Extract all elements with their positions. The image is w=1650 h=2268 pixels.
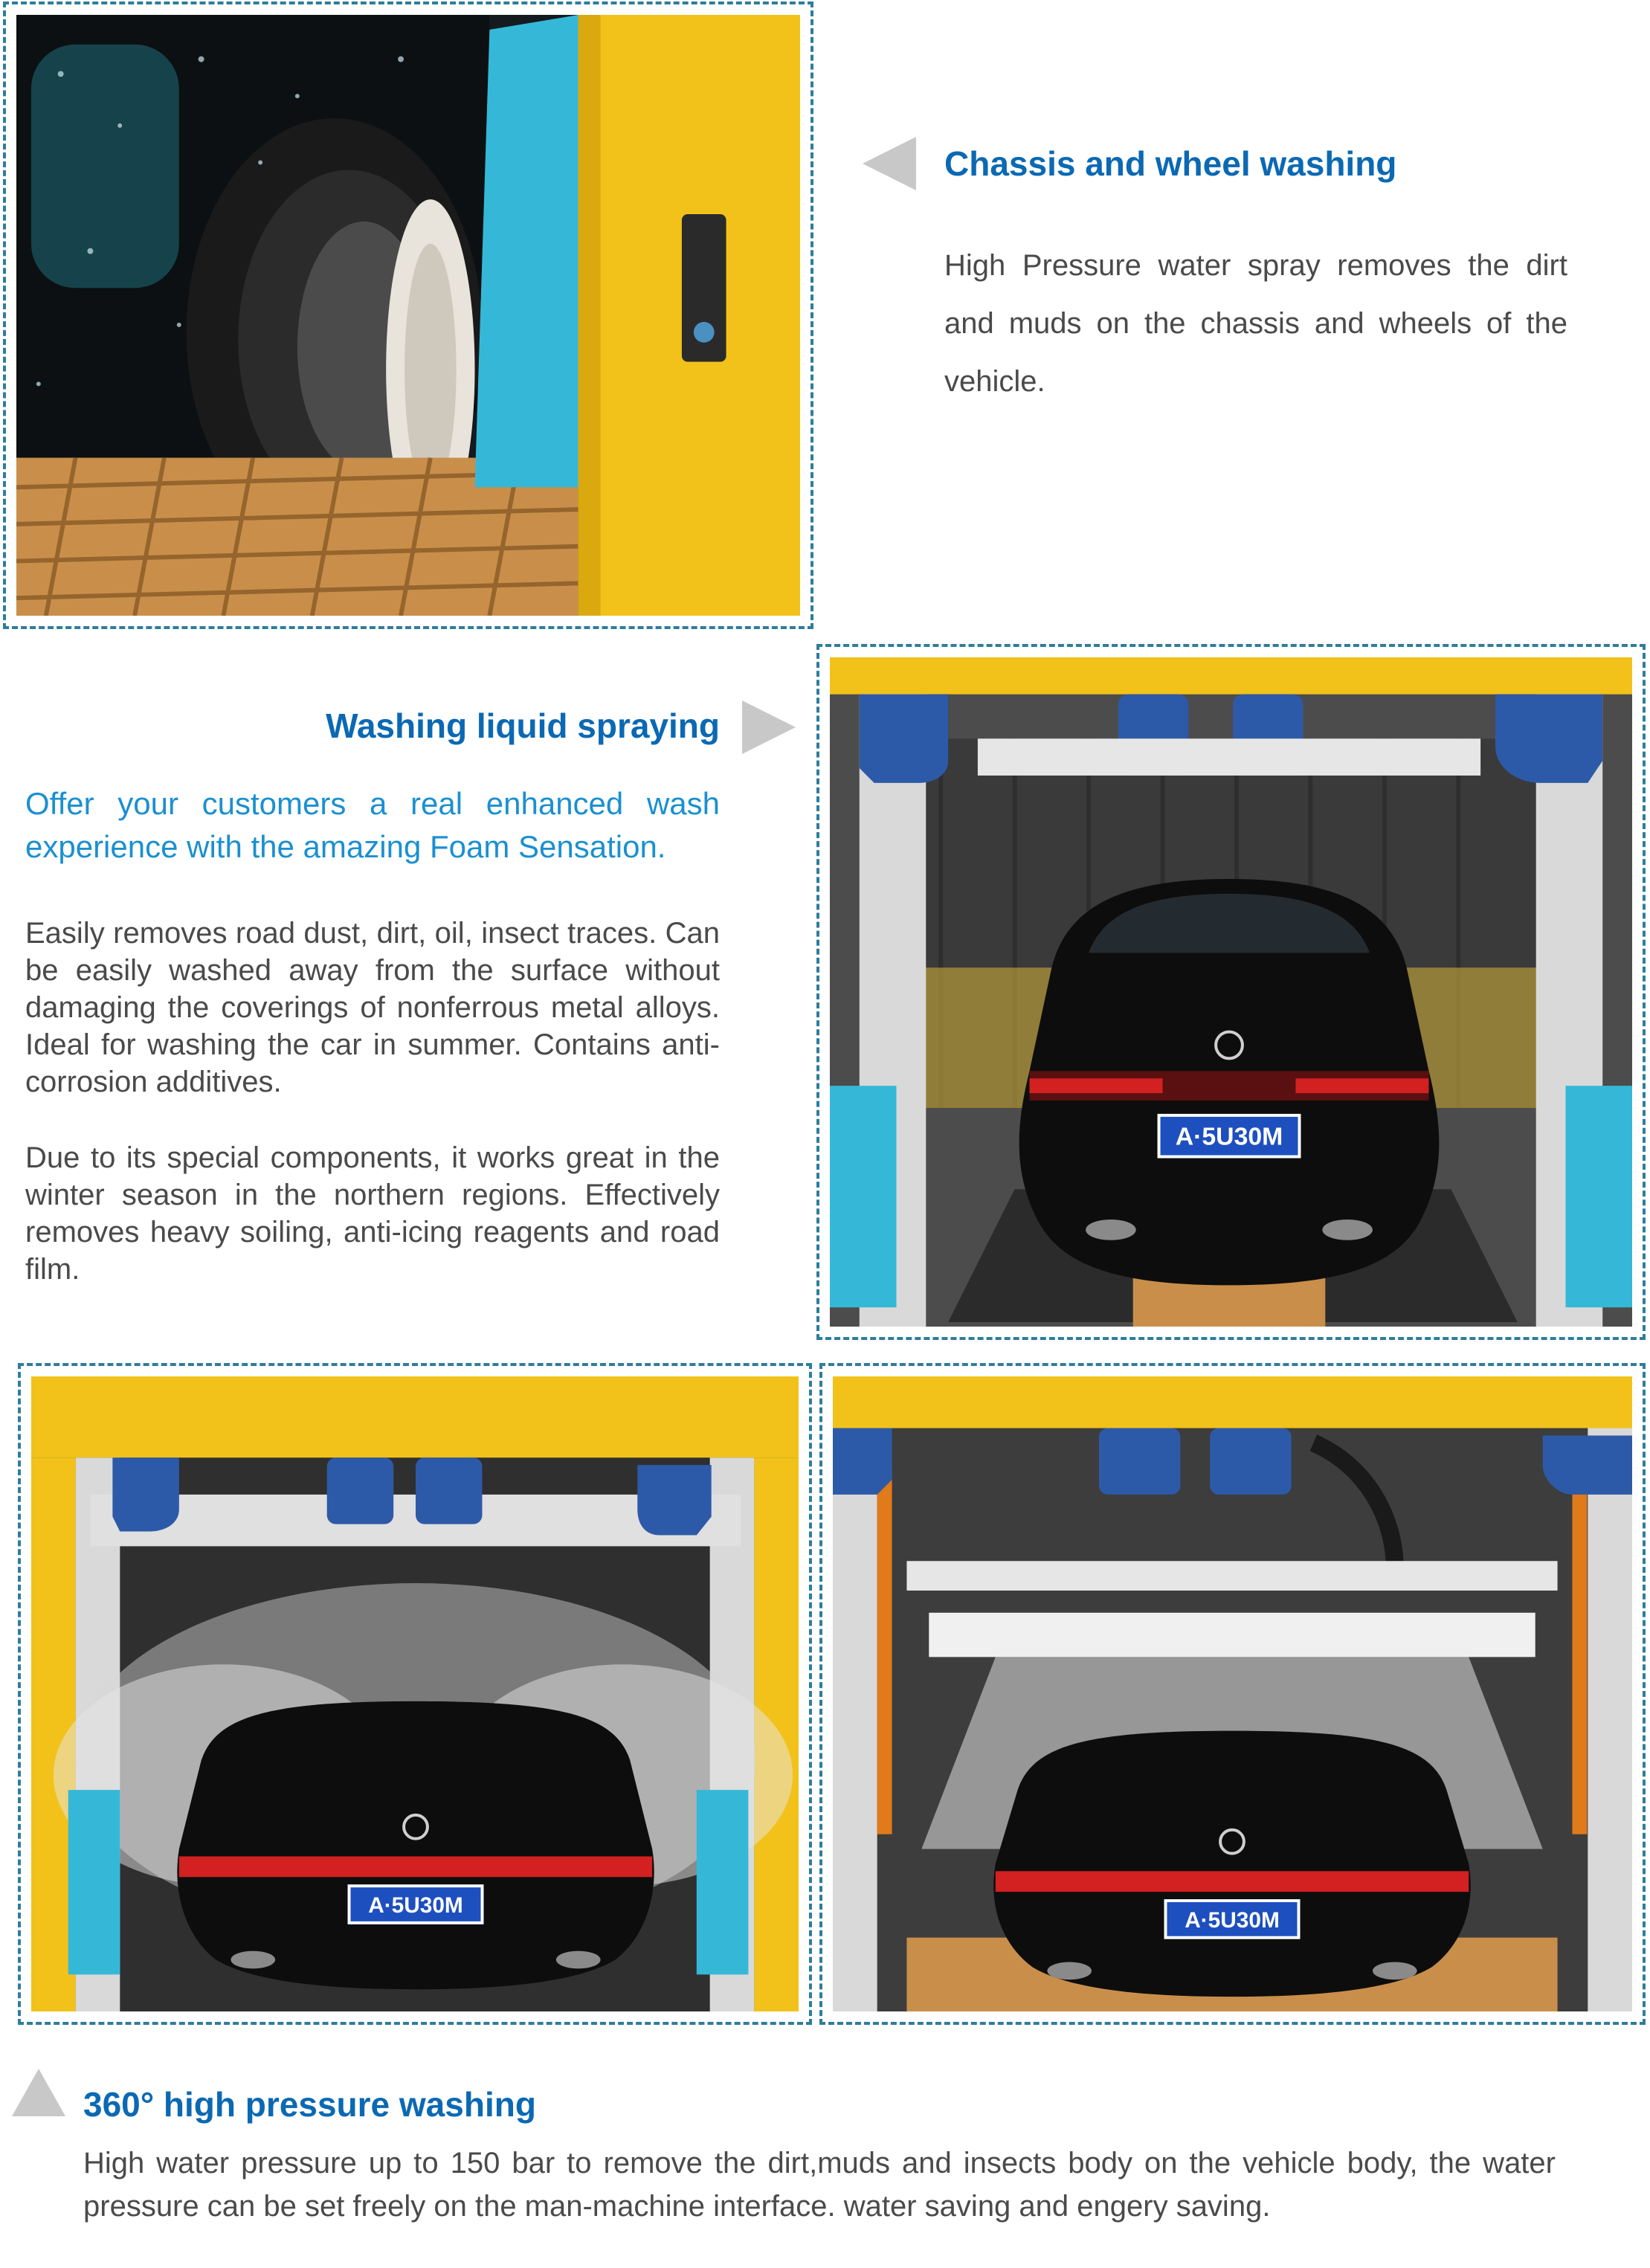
top-spray-photo [833, 1376, 1632, 2011]
photo-frame-side-spray [18, 1363, 812, 2025]
chassis-section-body: High Pressure water spray removes the dirt and muds on the chassis and wheels of the vehicle. [944, 249, 1567, 398]
right-arrow-icon [742, 700, 796, 754]
liquid-section-title: Washing liquid spraying [326, 706, 720, 745]
photo-frame-wheel-washing [3, 1, 813, 629]
license-plate-text: A·5U30M [368, 1892, 463, 1918]
pressure-section-title: 360° high pressure washing [83, 2085, 536, 2124]
license-plate-text: A·5U30M [1185, 1907, 1280, 1933]
pressure-section-body: High water pressure up to 150 bar to remove the dirt,muds and insects body on the vehicle body, the water pressure can be set freely on the man-machine interface. water saving and engery saving. [83, 2147, 1556, 2223]
liquid-section-lead: Offer your customers a real enhanced wash experience with the amazing Foam Sensation. [25, 786, 720, 864]
liquid-section-body-1: Easily removes road dust, dirt, oil, insect traces. Can be easily washed away from the surface without damaging the coverings of nonferrous metal alloys. Ideal for washing the car in summer. Contains anti-corrosion additives. [25, 917, 720, 1098]
photo-frame-top-spray [819, 1363, 1646, 2025]
chassis-section-title: Chassis and wheel washing [944, 144, 1397, 183]
wheel-washing-photo [16, 15, 800, 616]
photo-frame-liquid-spraying [816, 644, 1646, 1340]
liquid-section-body-2: Due to its special components, it works great in the winter season in the northern regions. Effectively removes heavy soiling, anti-icing reagents and road film. [25, 1141, 720, 1286]
left-arrow-icon [863, 137, 916, 190]
side-spray-photo [31, 1376, 799, 2011]
license-plate-text: A·5U30M [1175, 1122, 1283, 1151]
up-arrow-icon [12, 2069, 65, 2116]
liquid-spraying-photo [830, 657, 1632, 1327]
